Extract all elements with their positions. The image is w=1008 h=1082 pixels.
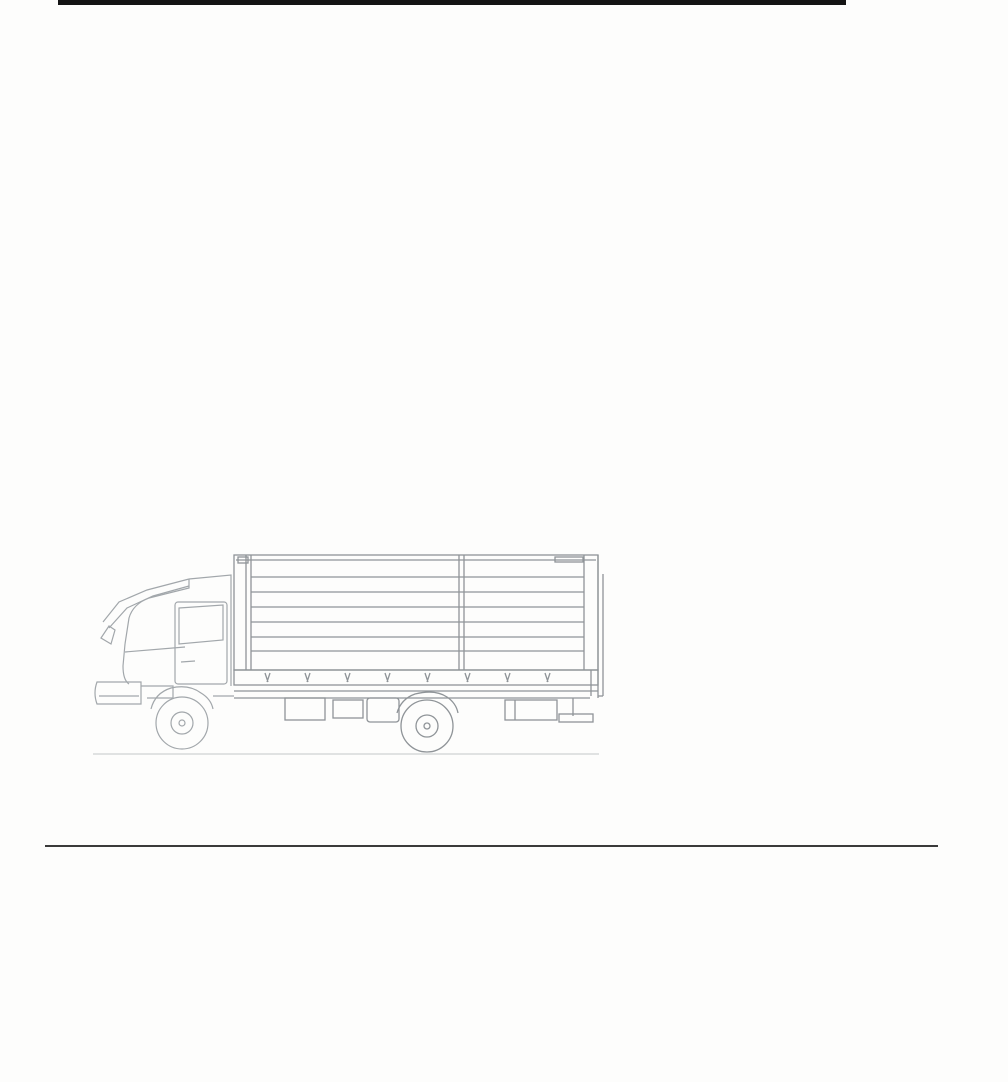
- cropped-top-edge: [58, 0, 846, 5]
- truck-diagram: [85, 546, 605, 764]
- results-paragraph: [45, 841, 938, 847]
